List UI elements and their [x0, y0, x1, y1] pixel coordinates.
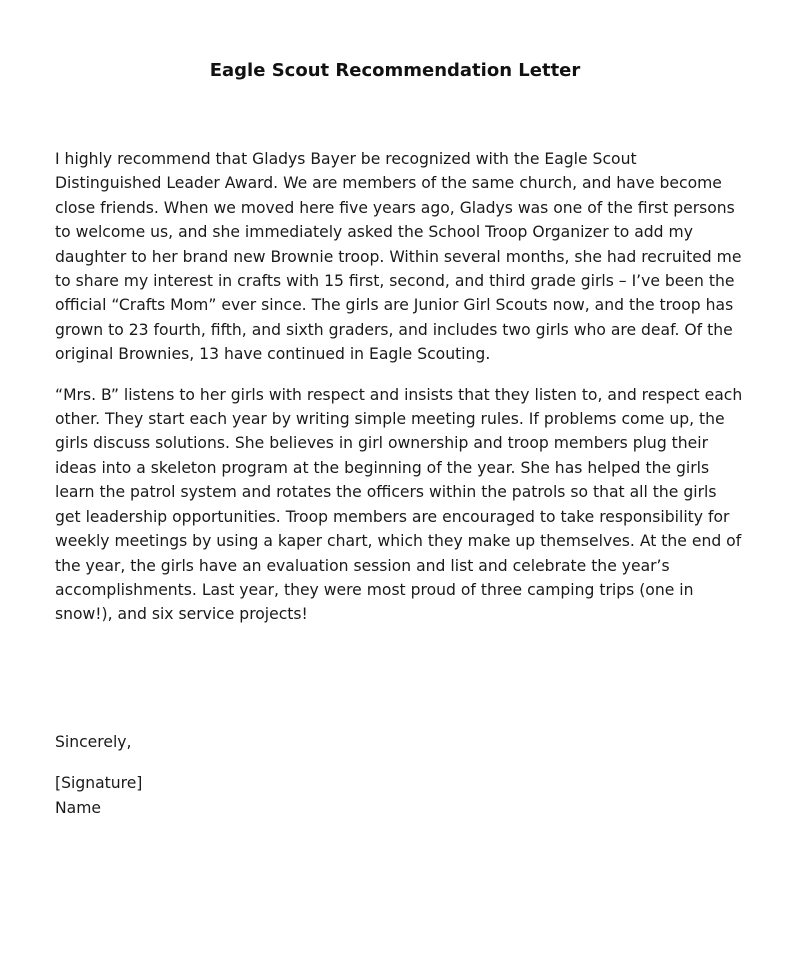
- signer-name: Name: [55, 799, 102, 817]
- letter-body: [55, 147, 745, 643]
- closing-line: Sincerely,: [55, 733, 132, 751]
- paragraph-1: I highly recommend that Gladys Bayer be recognized with the Eagle Scout Distinguished Leader Award. We are members of the same church, and have become close friends. When we moved here five years ago, Gladys was one of the first persons to welcome us, and she immediately asked the School Troop Organizer to add my daughter to her brand new Brownie troop. Within several months, she had recruited me to share my interest in crafts with 15 first, second, and third grade girls – I’ve been the official “Crafts Mom” ever since. The girls are Junior Girl Scouts now, and the troop has grown to 23 fourth, fifth, and sixth graders, and includes two girls who are deaf. Of the original Brownies, 13 have continued in Eagle Scouting.: [55, 150, 742, 364]
- signature-placeholder: [Signature]: [55, 774, 143, 792]
- paragraph-2: “Mrs. B” listens to her girls with respect and insists that they listen to, and respect each other. They start each year by writing simple meeting rules. If problems come up, the girls discuss solutions. She believes in girl ownership and troop members plug their ideas into a skeleton program at the beginning of the year. She has helped the girls learn the patrol system and rotates the officers within the patrols so that all the girls get leadership opportunities. Troop members are encouraged to take responsibility for weekly meetings by using a kaper chart, which they make up themselves. At the end of the year, the girls have an evaluation session and list and celebrate the year’s accomplishments. Last year, they were most proud of three camping trips (one in snow!), and six service projects!: [55, 385, 743, 624]
- letter-title: Eagle Scout Recommendation Letter: [209, 60, 581, 81]
- signature-block: [55, 771, 142, 821]
